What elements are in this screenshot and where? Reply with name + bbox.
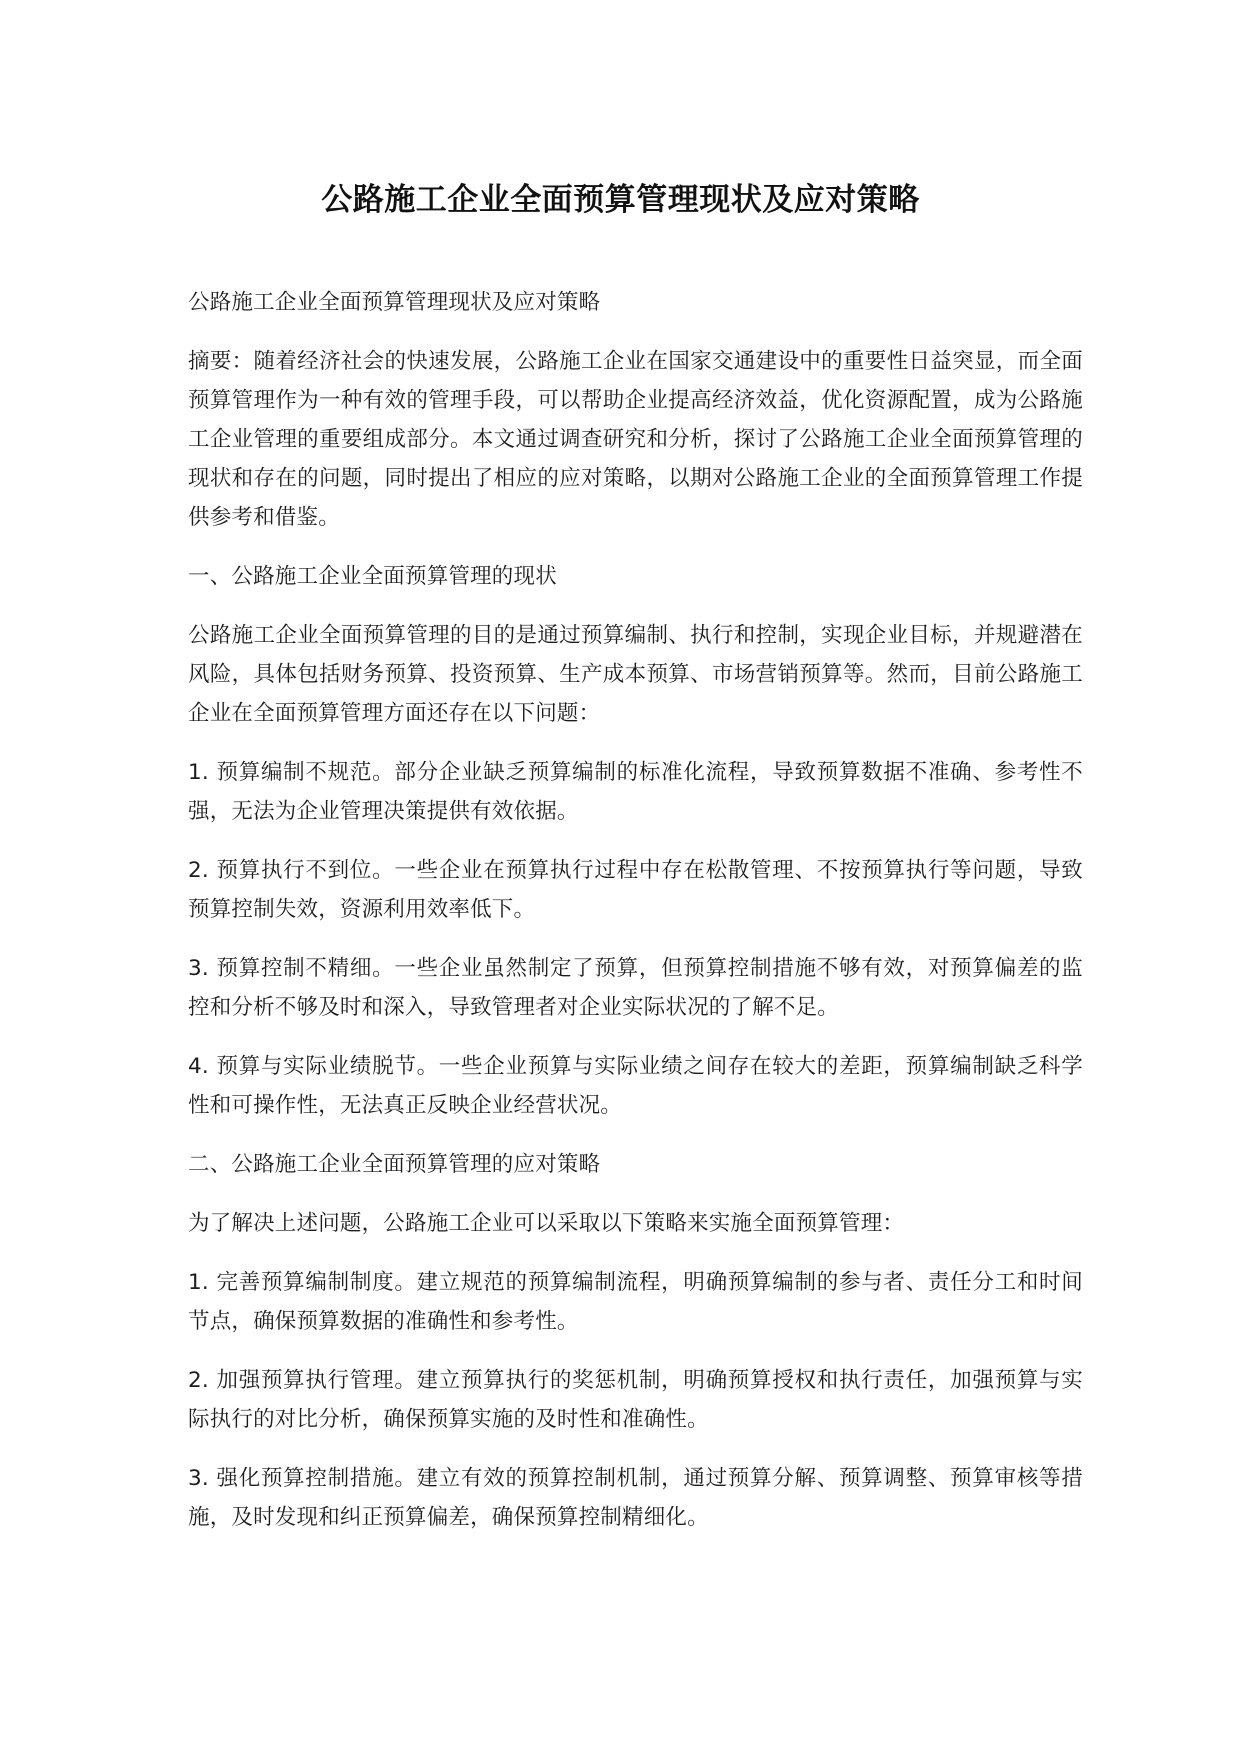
abstract-paragraph: 摘要：随着经济社会的快速发展，公路施工企业在国家交通建设中的重要性日益突显，而全面预算管理作为一种有效的管理手段，可以帮助企业提高经济效益，优化资源配置，成为公路施工企业管理的重要组成部分。本文通过调查研究和分析，探讨了公路施工企业全面预算管理的现状和存在的问题，同时提出了相应的应对策略，以期对公路施工企业的全面预算管理工作提供参考和借鉴。	[188, 349, 1083, 530]
document-body	[188, 283, 1083, 1557]
section-heading-status: 一、公路施工企业全面预算管理的现状	[188, 564, 557, 589]
strategy-item-2: 2. 加强预算执行管理。建立预算执行的奖惩机制，明确预算授权和执行责任，加强预算与实际执行的对比分析，确保预算实施的及时性和准确性。	[188, 1368, 1083, 1432]
problem-item-1: 1. 预算编制不规范。部分企业缺乏预算编制的标准化流程，导致预算数据不准确、参考性不强，无法为企业管理决策提供有效依据。	[188, 760, 1083, 824]
strategy-item-1: 1. 完善预算编制制度。建立规范的预算编制流程，明确预算编制的参与者、责任分工和时间节点，确保预算数据的准确性和参考性。	[188, 1270, 1083, 1334]
body-paragraph: 为了解决上述问题，公路施工企业可以采取以下策略来实施全面预算管理：	[188, 1211, 905, 1236]
problem-item-3: 3. 预算控制不精细。一些企业虽然制定了预算，但预算控制措施不够有效，对预算偏差的监控和分析不够及时和深入，导致管理者对企业实际状况的了解不足。	[188, 956, 1083, 1020]
body-paragraph: 公路施工企业全面预算管理的目的是通过预算编制、执行和控制，实现企业目标，并规避潜在风险，具体包括财务预算、投资预算、生产成本预算、市场营销预算等。然而，目前公路施工企业在全面预算管理方面还存在以下问题：	[188, 623, 1083, 726]
problem-item-2: 2. 预算执行不到位。一些企业在预算执行过程中存在松散管理、不按预算执行等问题，导致预算控制失效，资源利用效率低下。	[188, 858, 1083, 922]
document-title: 公路施工企业全面预算管理现状及应对策略	[321, 182, 920, 218]
problem-item-4: 4. 预算与实际业绩脱节。一些企业预算与实际业绩之间存在较大的差距，预算编制缺乏科学性和可操作性，无法真正反映企业经营状况。	[188, 1054, 1083, 1118]
strategy-item-3: 3. 强化预算控制措施。建立有效的预算控制机制，通过预算分解、预算调整、预算审核等措施，及时发现和纠正预算偏差，确保预算控制精细化。	[188, 1466, 1083, 1530]
subtitle-paragraph: 公路施工企业全面预算管理现状及应对策略	[188, 290, 601, 315]
section-heading-strategies: 二、公路施工企业全面预算管理的应对策略	[188, 1152, 601, 1177]
